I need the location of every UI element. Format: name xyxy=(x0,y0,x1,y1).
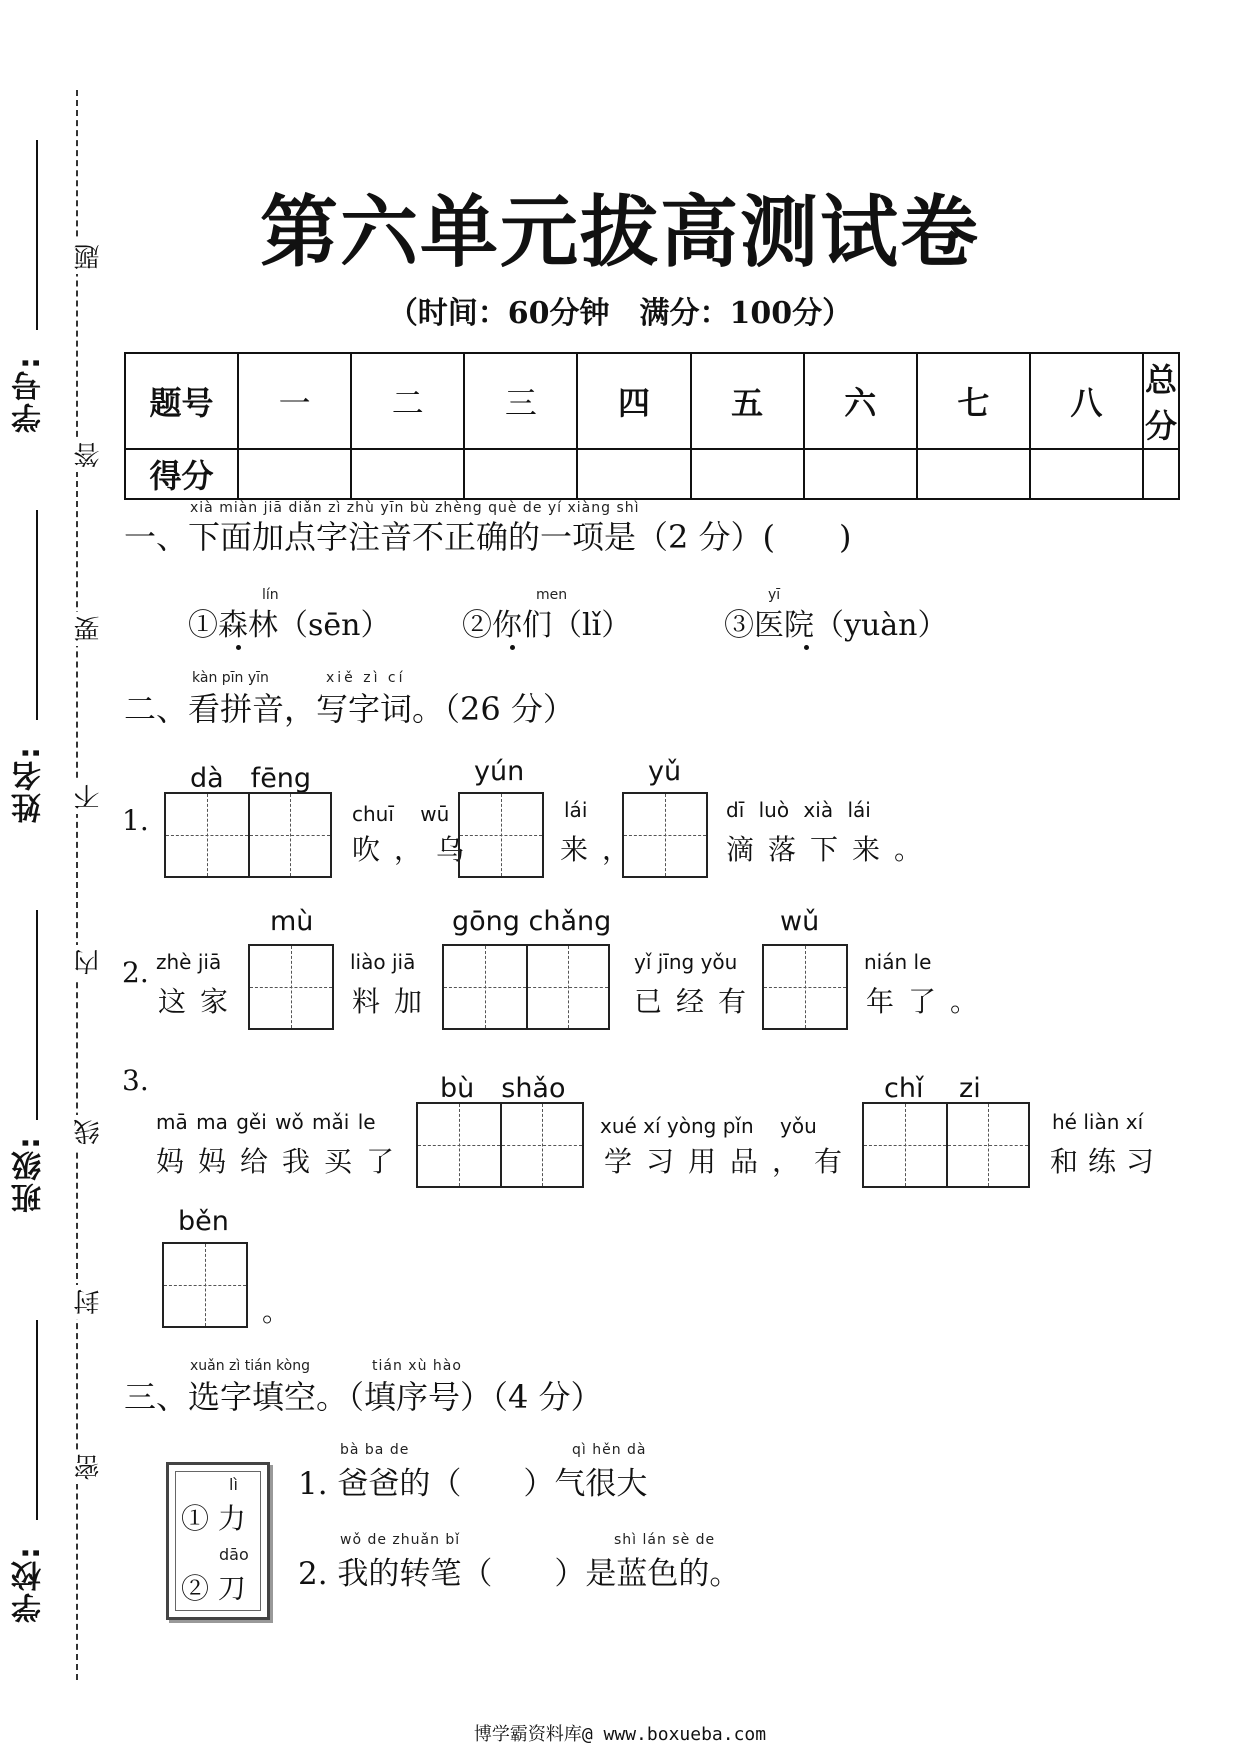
q2-box-pinyin: yǔ xyxy=(648,756,682,787)
score-cell[interactable] xyxy=(1143,449,1179,499)
q3-item-1: 1. 爸爸的（ ）气很大 xyxy=(298,1466,648,1502)
q3-item-pinyin: wǒ de zhuǎn bǐ xyxy=(340,1532,461,1548)
tianzige-box[interactable] xyxy=(442,944,610,1030)
student-id-label: 学号: xyxy=(12,355,47,433)
q2-line-number: 2. xyxy=(122,956,149,989)
q2-text-pinyin: hé liàn xí xyxy=(1052,1110,1144,1134)
tianzige-box[interactable] xyxy=(862,1102,1030,1188)
q2-text-pinyin: nián le xyxy=(864,950,932,974)
q2-text: 来， xyxy=(560,833,645,866)
score-header: 三 xyxy=(464,353,577,449)
q1-heading: 一、下面加点字注音不正确的一项是（2 分）( ) xyxy=(124,518,852,556)
score-cell[interactable] xyxy=(577,449,690,499)
q2-text-pinyin: xué xí yòng pǐn yǒu xyxy=(600,1114,817,1138)
q2-text: 这家 xyxy=(158,985,243,1018)
score-cell[interactable] xyxy=(351,449,464,499)
q1-option-2: ②你们（lǐ） xyxy=(462,608,632,643)
q3-box-pinyin: dāo xyxy=(219,1545,249,1564)
score-cell[interactable] xyxy=(917,449,1030,499)
tianzige-box[interactable] xyxy=(622,792,708,878)
q1-option-pinyin: men xyxy=(536,587,568,603)
q2-text-pinyin: mā ma gěi wǒ mǎi le xyxy=(156,1110,376,1134)
tianzige-box[interactable] xyxy=(248,944,334,1030)
q3-heading: 三、选字填空。（填序号）（4 分） xyxy=(124,1378,603,1416)
q1-option-pinyin: lín xyxy=(262,587,279,603)
emphasis-dot xyxy=(804,645,809,650)
q3-item-pinyin: shì lán sè de xyxy=(614,1532,716,1548)
q2-text: 和练习 xyxy=(1050,1145,1165,1178)
q2-text: 料加 xyxy=(352,985,437,1018)
q3-item-pinyin: bà ba de xyxy=(340,1442,410,1458)
seal-char: 密 xyxy=(70,1450,107,1484)
q2-text: 吹，乌 xyxy=(352,833,479,866)
q2-pinyin-a: kàn pīn yīn xyxy=(192,670,269,686)
q2-line-number: 1. xyxy=(122,804,149,837)
q2-text: 学习用品，有 xyxy=(604,1145,857,1178)
q2-box-pinyin: bù shǎo xyxy=(440,1073,566,1104)
score-cell[interactable] xyxy=(1030,449,1143,499)
q2-text: 已经有 xyxy=(634,985,761,1018)
q2-heading: 二、看拼音，写字词。（26 分） xyxy=(124,690,575,728)
seal-char: 封 xyxy=(70,1285,107,1319)
tianzige-box[interactable] xyxy=(164,792,332,878)
score-table-score-row xyxy=(125,449,1179,499)
school-label: 学校: xyxy=(12,1545,47,1623)
q2-text-pinyin: zhè jiā xyxy=(156,950,222,974)
score-cell[interactable] xyxy=(238,449,351,499)
seal-char: 内 xyxy=(70,945,107,979)
seal-char: 不 xyxy=(70,780,107,814)
q2-text-pinyin: dī luò xià lái xyxy=(726,798,871,822)
emphasis-dot xyxy=(510,645,515,650)
q3-option-box xyxy=(166,1462,270,1620)
score-row-label: 得分 xyxy=(125,449,238,499)
score-header: 一 xyxy=(238,353,351,449)
q3-box-pinyin: lì xyxy=(229,1475,238,1494)
q2-line-number: 3. xyxy=(122,1064,149,1097)
q2-text-pinyin: yǐ jīng yǒu xyxy=(634,950,738,974)
q2-text: 妈妈给我买了 xyxy=(156,1145,409,1178)
score-header: 总分 xyxy=(1143,353,1179,449)
q3-box-option: ② 刀 xyxy=(181,1572,246,1605)
score-table xyxy=(124,352,1180,500)
q3-pinyin-b: tián xù hào xyxy=(372,1358,462,1374)
score-header: 八 xyxy=(1030,353,1143,449)
score-cell[interactable] xyxy=(464,449,577,499)
tianzige-box[interactable] xyxy=(162,1242,248,1328)
seal-char: 答 xyxy=(70,438,107,472)
footer-watermark: 博学霸资料库@ www.boxueba.com xyxy=(473,1724,767,1745)
q2-text: 。 xyxy=(262,1295,305,1328)
q1-pinyin: xià miàn jiā diǎn zì zhù yīn bù zhèng què de yí xiàng shì xyxy=(190,500,640,516)
q2-text-pinyin: lái xyxy=(564,798,588,822)
q2-box-pinyin: dà fēng xyxy=(190,763,312,794)
q2-text: 滴落下来。 xyxy=(726,833,937,866)
score-header: 题号 xyxy=(125,353,238,449)
name-label: 姓名: xyxy=(12,745,47,823)
q3-pinyin-a: xuǎn zì tián kòng xyxy=(190,1358,310,1374)
emphasis-dot xyxy=(236,645,241,650)
q2-box-pinyin: wǔ xyxy=(780,906,820,937)
q3-item-2: 2. 我的转笔（ ）是蓝色的。 xyxy=(298,1556,741,1592)
q2-box-pinyin: yún xyxy=(474,756,525,787)
tianzige-box[interactable] xyxy=(416,1102,584,1188)
class-label: 班级: xyxy=(12,1135,47,1213)
q1-option-3: ③医院（yuàn） xyxy=(724,608,948,643)
page-subtitle: （时间：60分钟 满分：100分） xyxy=(387,296,853,331)
score-header: 五 xyxy=(691,353,804,449)
score-header: 七 xyxy=(917,353,1030,449)
score-header: 二 xyxy=(351,353,464,449)
q3-box-option: ① 力 xyxy=(181,1502,246,1535)
score-table-header-row xyxy=(125,353,1179,449)
q3-item-pinyin: qì hěn dà xyxy=(572,1442,647,1458)
q1-option-pinyin: yī xyxy=(768,587,781,603)
q2-box-pinyin: gōng chǎng xyxy=(452,906,612,937)
q2-box-pinyin: chǐ zi xyxy=(884,1073,981,1104)
seal-char: 线 xyxy=(70,1115,107,1149)
score-header: 六 xyxy=(804,353,917,449)
score-cell[interactable] xyxy=(804,449,917,499)
score-header: 四 xyxy=(577,353,690,449)
seal-char: 要 xyxy=(70,612,107,646)
q2-text-pinyin: liào jiā xyxy=(350,950,416,974)
tianzige-box[interactable] xyxy=(458,792,544,878)
page-title: 第六单元拔高测试卷 xyxy=(259,187,980,278)
q2-text-pinyin: chuī wū xyxy=(352,802,450,826)
seal-char: 题 xyxy=(70,240,107,274)
q1-option-1: ①森林（sēn） xyxy=(188,608,391,643)
tianzige-box[interactable] xyxy=(762,944,848,1030)
q2-pinyin-b: xiě zì cí xyxy=(326,670,406,686)
q2-box-pinyin: mù xyxy=(270,906,314,937)
score-cell[interactable] xyxy=(691,449,804,499)
q2-text: 年了。 xyxy=(866,985,993,1018)
q2-box-pinyin: běn xyxy=(178,1206,229,1237)
